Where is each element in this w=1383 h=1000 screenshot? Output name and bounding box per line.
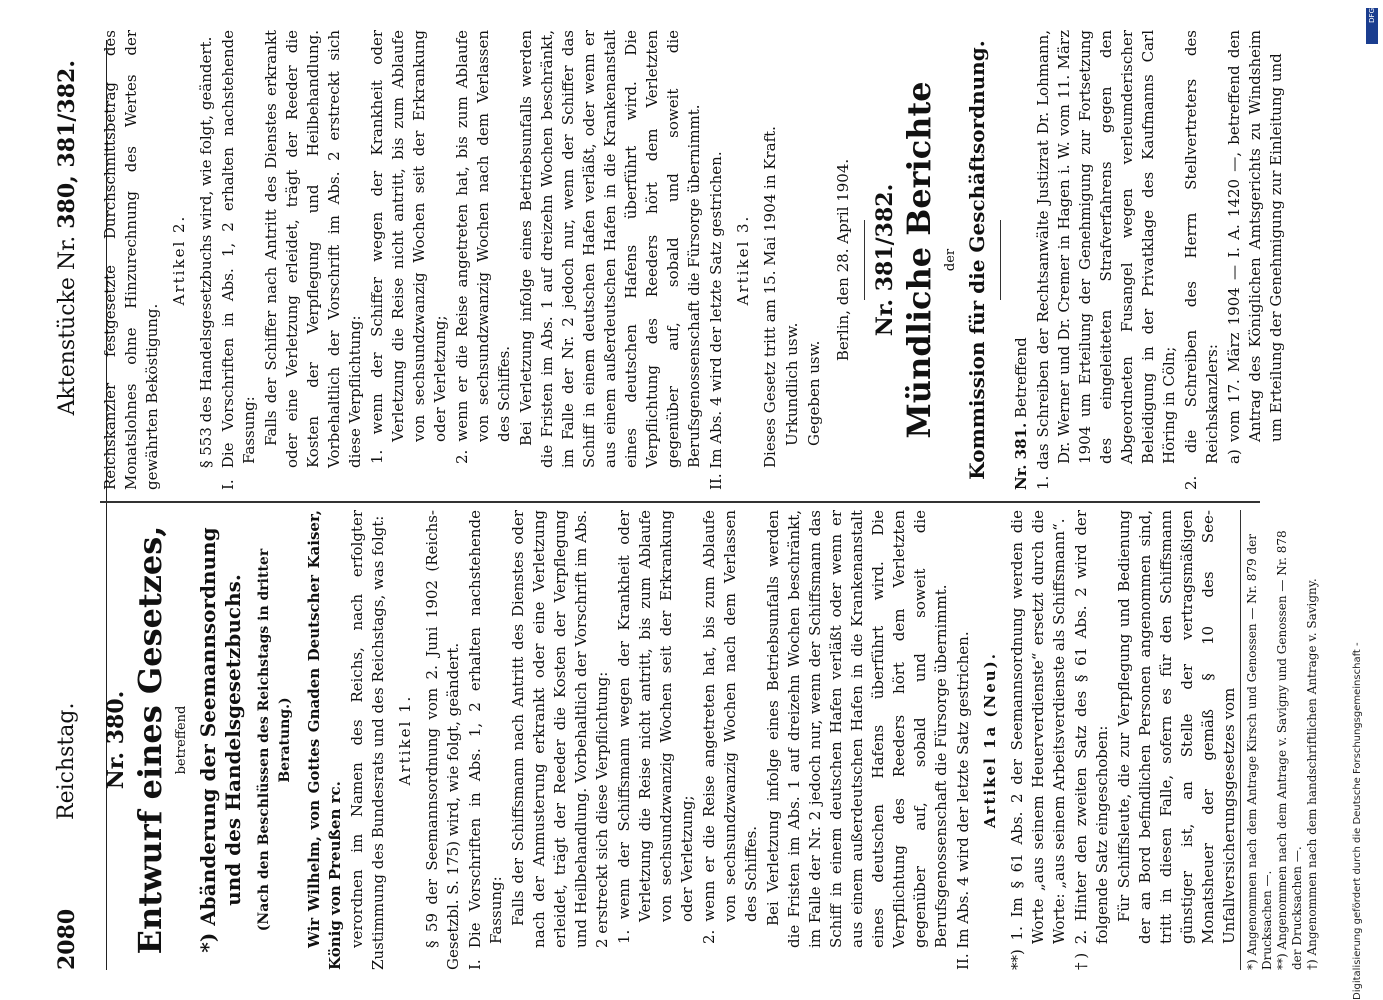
- column-divider: [100, 502, 1260, 504]
- header-right: [54, 60, 80, 415]
- report-item-1: 1. das Schreiben der Rechtsanwälte Justizrat Dr. Lohmann, Dr. Werner und Dr. Cremer in Hagen i. W. vom 11. März 1904 um Erteilung der Genehmigung zur Fortsetzung des eingeleiteten Strafverfahrens gegen den Abgeordneten Fusangel wegen verleumderischer Beleidigung in der Privatklage des Kaufmanns Carl Höring in Cöln;: [1034, 30, 1178, 490]
- doc-number-381-382: Nr. 381/382.: [872, 183, 898, 337]
- article-1-section-I: I. Die Vorschriften in Abs. 1, 2 erhalten nachstehende Fassung:: [466, 510, 505, 970]
- article-2-heading: Artikel 2.: [170, 214, 188, 306]
- report-item-2a: a) vom 17. März 1904 — I. A. 1420 —, betreffend den Antrag des Königlichen Amtsgerichts zu Windsheim um Erteilung der Genehmigung zur Einleitung und: [1225, 30, 1285, 464]
- page-number: 2080: [54, 908, 80, 970]
- article-1-section-II: II. Im Abs. 4 wird der letzte Satz gestrichen.: [954, 631, 972, 970]
- urkundlich-line: Urkundlich usw.: [783, 322, 801, 446]
- dfg-logo-text: DFG: [1368, 8, 1376, 23]
- article-1a-item-2: †) 2. Hinter den zweiten Satz des § 61 Abs. 2 wird der folgende Satz eingeschoben:: [1072, 510, 1111, 970]
- article-3-heading: Artikel 3.: [734, 214, 752, 306]
- article-1-paragraph-1: Falls der Schiffsmann nach Antritt des Dienstes oder nach der Anmusterung erkrankt oder eine Verletzung erleidet, trägt der Reeder die Kosten der Verpflegung und Heilbehandlung. Vorbehaltlich der Vorschrift im Abs. 2 erstreckt sich diese Verpflichtung:: [509, 510, 611, 948]
- credit-text: Digitalisierung gefördert durch die Deutsche Forschungsgemeinschaft -: [1352, 642, 1363, 1000]
- report-381-betreffend: Betreffend: [1012, 337, 1030, 418]
- continuation-paragraph: Reichskanzler festgesetzte Durchschnittsbetrag des Monatslohnes ohne Hinzurechnung des Wertes der gewährten Beköstigung.: [101, 30, 161, 490]
- article-1a-heading: Artikel 1a (Neu).: [981, 652, 999, 828]
- footnote-3: †) Angenommen nach dem handschriftlichen Antrage v. Savigny.: [1305, 578, 1319, 970]
- article-2-section-I: I. Die Vorschriften in Abs. 1, 2 erhalten nachstehende Fassung:: [219, 30, 258, 490]
- right-column: [100, 30, 1320, 490]
- article-1-heading: Artikel 1.: [396, 694, 414, 786]
- article-1-paragraph-2: Bei Verletzung infolge eines Betriebsunfalls werden die Fristen im Abs. 1 auf dreizehn Wochen beschränkt, im Falle der Nr. 2 jedoch nur, wenn der Schiffsmann das Schiff in einem deutschen Hafen verläßt oder wenn er aus einem außerdeutschen Hafen in die Krankenanstalt eines deutschen Hafens überführt wird. Die Verpflichtung des Reeders hört dem Verletzten gegenüber auf, sobald und soweit die Berufsgenossenschaft die Fürsorge übernimmt.: [764, 510, 950, 948]
- bill-title: Entwurf eines Gesetzes,: [131, 525, 169, 955]
- article-2-section-II: II. Im Abs. 4 wird der letzte Satz gestrichen.: [707, 151, 725, 490]
- betreffend-label: betreffend: [174, 705, 189, 775]
- separator-rule-2: [1000, 220, 1001, 300]
- article-2-item-1: 1. wenn der Schiffer wegen der Krankheit oder Verletzung die Reise nicht antritt, bis zum Ablaufe von sechsundzwanzig Wochen seit der Erkrankung oder Verletzung;: [368, 30, 449, 464]
- date-line: Berlin, den 28. April 1904.: [834, 158, 852, 362]
- article-1a-item-1: **) 1. Im § 61 Abs. 2 der Seemannsordnung werden die Worte „aus seinem Heuerverdienste“ ersetzt durch die Worte: „aus seinem Arbeitsverdienste als Schiffsmann“.: [1008, 510, 1068, 970]
- report-item-2: 2. die Schreiben des Herrn Stellvertreters des Reichskanzlers:: [1182, 30, 1221, 490]
- header-right-numbers: 380, 381/382.: [54, 60, 80, 229]
- gegeben-line: Gegeben usw.: [805, 340, 823, 446]
- left-column: [100, 510, 1320, 970]
- report-381-number: Nr. 381.: [1012, 422, 1030, 490]
- header-right-prefix: Aktenstücke Nr.: [55, 235, 80, 416]
- article-3-text: Dieses Gesetz tritt am 15. Mai 1904 in Kraft.: [761, 126, 779, 468]
- enactment-clause: verordnen im Namen des Reichs, nach erfolgter Zustimmung des Bundesrats und des Reichstags, was folgt:: [348, 510, 387, 970]
- footnote-2: **) Angenommen nach dem Antrage v. Savigny und Genossen — Nr. 878 der Drucksachen —.: [1275, 530, 1304, 970]
- bill-subject: *) Abänderung der Seemannsordnung und des Handelsgesetzbuchs.: [196, 527, 245, 953]
- footnotes: [1240, 510, 1320, 970]
- doc-number-380: Nr. 380.: [103, 690, 129, 790]
- article-2-paragraph-1: Falls der Schiffer nach Antritt des Dienstes erkrankt oder eine Verletzung erleidet, trägt der Reeder die Kosten der Verpflegung und Heilbehandlung. Vorbehaltlich der Vorschrift im Abs. 2 erstreckt sich diese Verpflichtung:: [262, 30, 364, 468]
- article-2-intro: § 553 des Handelsgesetzbuchs wird, wie folgt, geändert.: [197, 36, 215, 468]
- article-1-item-1: 1. wenn der Schiffsmann wegen der Krankheit oder Verletzung die Reise nicht antritt, bis zum Ablaufe von sechsundzwanzig Wochen seit der Erkrankung oder Verletzung;: [615, 510, 696, 944]
- article-2-paragraph-2: Bei Verletzung infolge eines Betriebsunfalls werden die Fristen im Abs. 1 auf dreizehn Wochen beschränkt, im Falle der Nr. 2 jedoch nur, wenn der Schiffer das Schiff in einem deutschen Hafen verläßt, oder wenn er aus einem außerdeutschen Hafen in die Krankenanstalt eines deutschen Hafens überführt wird. Die Verpflichtung des Reeders hört dem Verletzten gegenüber auf, sobald und soweit die Berufsgenossenschaft die Fürsorge übernimmt.: [517, 30, 703, 468]
- commission-title: Kommission für die Geschäftsordnung.: [965, 40, 989, 480]
- der-label: der: [943, 248, 958, 272]
- report-381-line: [1011, 30, 1032, 490]
- reports-title: Mündliche Berichte: [900, 81, 938, 439]
- reading-note: (Nach den Beschlüssen des Reichstags in dritter Beratung.): [256, 548, 293, 932]
- article-1-item-2: 2. wenn er die Reise angetreten hat, bis zum Ablaufe von sechsundzwanzig Wochen nach dem Verlassen des Schiffes.: [700, 510, 760, 944]
- separator-rule: [864, 220, 865, 300]
- footnote-1: *) Angenommen nach dem Antrage Kirsch und Genossen — Nr. 879 der Drucksachen —.: [1245, 534, 1274, 970]
- article-2-item-2: 2. wenn er die Reise angetreten hat, bis zum Ablaufe von sechsundzwanzig Wochen nach dem Verlassen des Schiffes.: [453, 30, 513, 464]
- enactment-formula: Wir Wilhelm, von Gottes Gnaden Deutscher Kaiser, König von Preußen rc.: [305, 510, 344, 970]
- dfg-logo: [1366, 8, 1378, 44]
- article-1a-paragraph: Für Schiffsleute, die zur Verpflegung und Bedienung der an Bord befindlichen Personen angenommen sind, tritt in diesen Falle, sofern es für den Schiffsmann günstiger ist, an Stelle der vertragsmäßigen Monatsheuer der gemäß § 10 des See-Unfallversicherungsgesetzes vom: [1115, 510, 1238, 944]
- article-1-intro: § 59 der Seemannsordnung vom 2. Juni 1902 (Reichs-Gesetzbl. S. 175) wird, wie folgt, geändert.: [423, 510, 462, 970]
- digitization-credit: [1352, 40, 1374, 1000]
- header-center: Reichstag.: [54, 702, 79, 820]
- page-header: [36, 40, 107, 970]
